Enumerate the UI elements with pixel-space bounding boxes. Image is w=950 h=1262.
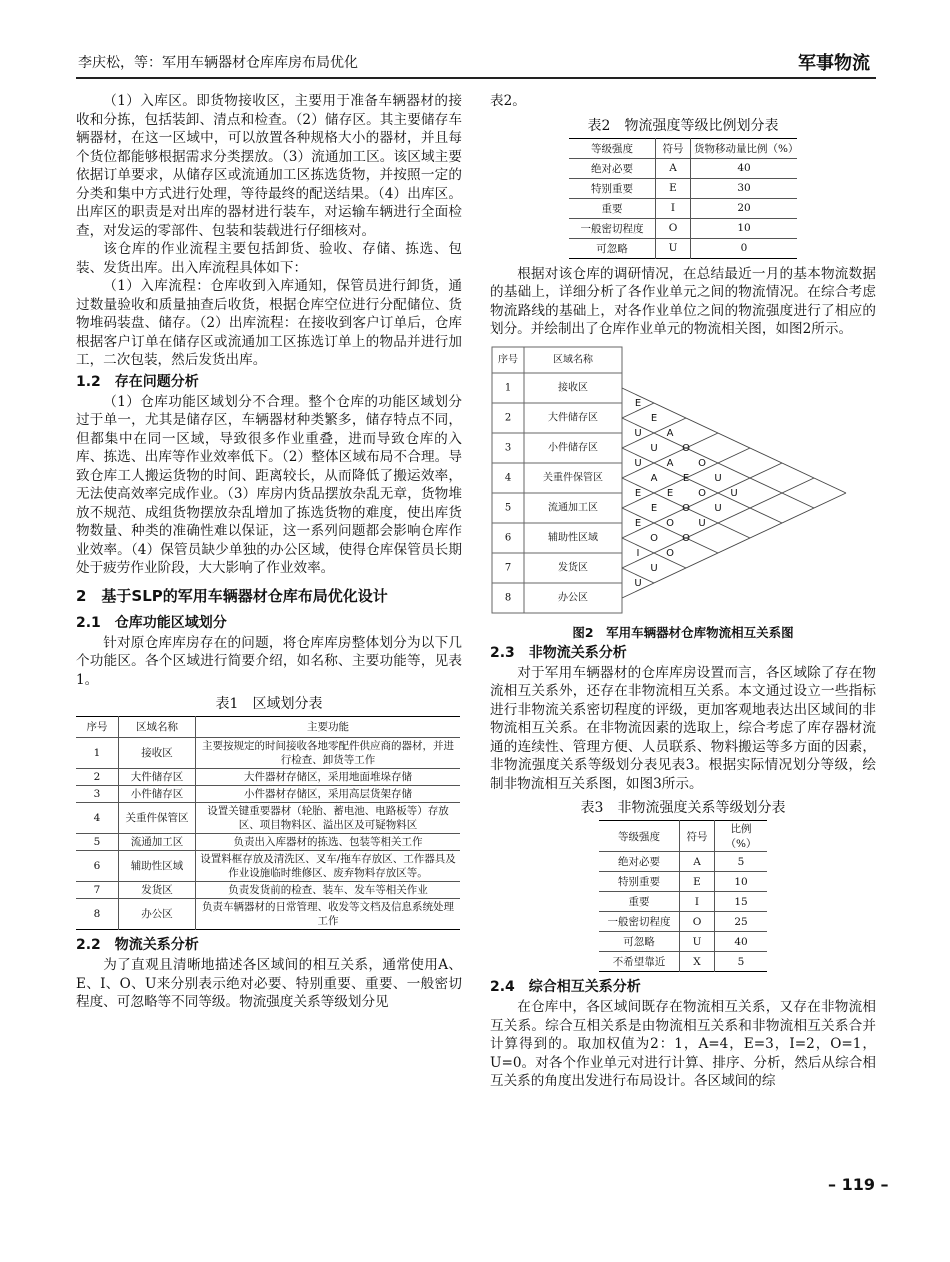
figure2-row-number: 6 [504,532,512,543]
figure2-relation-letter: E [650,412,658,424]
table2-cell: 40 [691,158,798,178]
table2-cell: O [656,218,691,238]
figure2-relation-letter: E [634,517,642,529]
figure2-row-label: 接收区 [558,382,588,393]
figure2-relation-letter: O [682,532,690,544]
table1-cell: 5 [76,834,119,851]
table1-cell: 3 [76,786,119,803]
figure2-relation-letter: U [714,472,722,484]
table3-cell: U [680,932,715,952]
figure2-relation-letter: O [698,487,706,499]
figure2-diagonal [622,433,718,478]
figure2-relation-letter: U [714,502,722,514]
table2-cell: E [656,178,691,198]
figure2-relation-letter: O [666,547,674,559]
table1-cell: 辅助性区域 [119,851,196,882]
table1-cell: 6 [76,851,119,882]
figure2-relation-letter: A [650,472,658,484]
figure2-relation-letter: A [666,427,674,439]
table2-cell: 重要 [569,198,656,218]
figure2-row-number: 2 [504,412,512,423]
section-heading-1-2: 1.2 存在问题分析 [76,373,199,390]
table1-cell: 关重件保管区 [119,803,196,834]
figure2-relationship-diagram [490,345,876,621]
paragraph: 针对原仓库库房存在的问题，将仓库库房整体划分为以下几个功能区。各个区域进行简要介绍，如名称、主要功能等，见表1。 [76,634,462,688]
table1-header: 区域名称 [119,717,196,738]
figure2-row-label: 小件储存区 [548,442,598,453]
table1-row [76,786,460,803]
paragraph: 该仓库的作业流程主要包括卸货、验收、存储、拣选、包装、发货出库。出入库流程具体如下： [76,241,462,276]
page-number: – 119 – [828,1175,889,1194]
table2-cell: 一般密切程度 [569,218,656,238]
table1-header: 主要功能 [307,721,349,733]
figure2-row-label: 办公区 [558,592,588,603]
figure2-row-number: 8 [504,592,512,603]
table1-cell: 主要按规定的时间接收各地零配件供应商的器材，并进行检查、卸货等工作 [196,738,461,769]
table2-row [569,158,797,178]
table1-row [76,803,460,834]
table3-cell: 一般密切程度 [599,912,680,932]
figure2-row-label: 辅助性区域 [548,532,598,543]
table3-body [599,852,767,972]
header-rule [76,77,876,79]
table1-row [76,851,460,882]
figure2-relation-letter: E [666,487,674,499]
table1-cell: 负责出入库器材的拣选、包装等相关工作 [196,834,461,851]
table3-cell: 重要 [599,892,680,912]
table1-row [76,834,460,851]
table2-cell: 0 [691,238,798,258]
table1-row [76,738,460,769]
figure2-relation-letter: O [698,457,706,469]
table1-cell: 7 [76,882,119,899]
table3-cell: E [680,872,715,892]
figure2-relation-letter: E [634,487,642,499]
figure2-relation-letter: I [636,547,640,559]
section-heading-2-2: 2.2 物流关系分析 [76,937,199,953]
table3-cell: 不希望靠近 [599,952,680,972]
figure2-row-number: 7 [504,562,512,573]
paragraph: 在仓库中，各区域间既存在物流相互关系，又存在非物流相互关系。综合互相关系是由物流相互关系和非物流相互关系合并计算得到的。取加权值为2：1，A=4，E=3，I=2，O=1，U=0。对各个作业单元对进行计算、排序、分析，然后从综合相互关系的角度出发进行布局设计。各区域间的综 [490,999,876,1089]
figure2-relation-letter: O [666,517,674,529]
paragraph: 根据对该仓库的调研情况，在总结最近一月的基本物流数据的基础上，详细分析了各作业单元之间的物流情况。在综合考虑物流路线的基础上，对各作业单位之间的物流强度进行了相应的划分。并绘制出了仓库作业单元的物流相关图，如图2所示。 [490,265,876,337]
figure2-relation-letter: U [730,487,738,499]
figure2-relation-letter: U [650,562,658,574]
table3-cell: A [680,852,715,872]
figure2-header: 序号 [498,354,518,365]
table3-cell: 可忽略 [599,932,680,952]
table3 [599,820,767,972]
table1-cell: 8 [76,899,119,930]
table1 [76,716,460,930]
table2-body [569,158,797,258]
figure2-relation-letter: U [634,577,642,589]
figure2-relation-letter: O [682,502,690,514]
table3-row [599,872,767,892]
table2-row [569,178,797,198]
section-heading-2-4: 2.4 综合相互关系分析 [490,979,641,995]
table1-row [76,899,460,930]
table2-cell: I [656,198,691,218]
figure2-relation-letter: U [698,517,706,529]
table2 [569,138,797,259]
table3-cell: 25 [715,912,768,932]
table3-header: 符号 [680,821,715,852]
table3-row [599,892,767,912]
table3-cell: 15 [715,892,768,912]
section-heading-2: 2 基于SLP的军用车辆器材仓库布局优化设计 [76,586,388,605]
figure2-relation-letter: E [682,472,690,484]
table1-row [76,882,460,899]
table3-row [599,852,767,872]
table3-row [599,952,767,972]
figure2-relation-letter: E [650,502,658,514]
table1-caption: 表1 区域划分表 [215,696,323,712]
table1-body [76,738,460,930]
table3-caption: 表3 非物流强度关系等级划分表 [580,800,786,816]
table1-cell: 办公区 [119,899,196,930]
left-column [76,92,462,1012]
right-column [490,92,876,1091]
table2-header: 等级强度 [569,138,656,158]
table1-cell: 1 [76,738,119,769]
table2-cell: 绝对必要 [569,158,656,178]
table2-row [569,238,797,258]
paragraph: 对于军用车辆器材的仓库库房设置而言，各区域除了存在物流相互关系外，还存在非物流相互关系。本文通过设立一些指标进行非物流关系密切程度的评级，更加客观地表达出区域间的非物流相互关系。在非物流因素的选取上，综合考虑了库存器材流通的连续性、管理方便、人员联系、物料搬运等多方面的因素，非物流强度关系等级划分表见表3。根据实际情况划分等级，绘制非物流相互关系图，如图3所示。 [490,664,876,792]
figure2-relation-letter: U [650,442,658,454]
section-heading-2-1: 2.1 仓库功能区域划分 [76,614,227,631]
paragraph: （1）入库流程：仓库收到入库通知，保管员进行卸货，通过数量验收和质量抽查后收货，根据仓库空位进行分配储位、货物堆码装盘、储存。（2）出库流程：在接收到客户订单后，仓库根据客户订单在储存区或流通加工区拣选订单上的物品并进行加工，二次包装，然后发货出库。 [76,278,462,368]
figure2-relation-letter: O [682,442,690,454]
table2-row [569,198,797,218]
figure2-row-label: 流通加工区 [548,502,598,513]
figure2-relation-letter: O [650,532,658,544]
paragraph: （1）仓库功能区域划分不合理。整个仓库的功能区域划分过于单一，尤其是储存区，车辆器材种类繁多，储存特点不同，但都集中在同一区域，导致很多作业重叠，进而导致仓库的入库、拣选、出库等作业效率低下。（2）整体区域布局不合理。导致仓库工人搬运货物的时间、距离较长，从而降低了搬运效率，无法使高效率完成作业。（3）库房内货品摆放杂乱无章，货物堆放不规范、成组货物摆放杂乱增加了拣选货物的难度，使出库货物数量、种类的准确性难以保证，这一系列问题都会影响仓库作业效率。（4）保管员缺少单独的办公区域，使得仓库保管员长期处于疲劳作业阶段，大大影响了作业效率。 [76,393,462,576]
figure2-row-number: 5 [504,502,512,513]
paragraph: （1）入库区。即货物接收区，主要用于准备车辆器材的接收和分拣，包括装卸、清点和检查。（2）储存区。其主要储存车辆器材，在这一区域中，可以放置各种规格大小的器材，并且每个货位都能够根据需求分类摆放。（3）流通加工区。该区域主要依据订单要求，从储存区或流通加工区拣选货物，并按照一定的分类和集中方式进行处理，等待最终的配送结果。（4）出库区。出库区的职责是对出库的器材进行装车，对运输车辆进行全面检查，对发运的零部件、包装和装载进行仔细核对。 [76,93,462,239]
table3-cell: 5 [715,852,768,872]
figure2-caption: 图2 军用车辆器材仓库物流相互关系图 [572,624,794,640]
table3-cell: O [680,912,715,932]
table2-cell: 30 [691,178,798,198]
table1-row [76,769,460,786]
table2-cell: 可忽略 [569,238,656,258]
table1-cell: 大件储存区 [119,769,196,786]
paragraph: 为了直观且清晰地描述各区域间的相互关系，通常使用A、E、I、O、U来分别表示绝对必要、特别重要、重要、一般密切程度、可忽略等不同等级。物流强度关系等级划分见 [76,957,462,1010]
table1-cell: 接收区 [119,738,196,769]
table1-cell: 设置料框存放及清洗区、叉车/拖车存放区、工作器具及作业设施临时维修区、废弃物料存放区等。 [196,851,461,882]
figure2-row-label: 大件储存区 [548,412,598,423]
figure2-grid [492,347,622,613]
figure2-row-label: 关重件保管区 [543,472,603,483]
table2-cell: A [656,158,691,178]
figure2-row-number: 4 [504,472,512,483]
table2-row [569,218,797,238]
paragraph: 表2。 [490,93,526,109]
table3-header: 等级强度 [599,821,680,852]
table3-row [599,932,767,952]
table1-cell: 大件器材存储区，采用地面堆垛存储 [196,769,461,786]
table3-cell: I [680,892,715,912]
table2-cell: 特别重要 [569,178,656,198]
table2-cell: U [656,238,691,258]
table3-cell: 40 [715,932,768,952]
figure2-letters [634,398,737,589]
table1-header: 序号 [76,717,119,738]
figure2-diagonal [622,508,718,553]
table1-cell: 负责发货前的检查、装车、发车等相关作业 [196,882,461,899]
table3-cell: 5 [715,952,768,972]
figure2-relation-letter: A [666,457,674,469]
table3-cell: X [680,952,715,972]
table1-cell: 发货区 [119,882,196,899]
table2-cell: 20 [691,198,798,218]
table1-cell: 4 [76,803,119,834]
table3-cell: 绝对必要 [599,852,680,872]
table3-cell: 特别重要 [599,872,680,892]
table2-caption: 表2 物流强度等级比例划分表 [587,117,779,134]
table1-cell: 设置关键重要器材（轮胎、蓄电池、电路板等）存放区、项目物料区、溢出区及可疑物料区 [196,803,461,834]
figure2-header: 区域名称 [553,354,593,365]
table2-header: 符号 [656,138,691,158]
figure2-relation-letter: U [634,427,642,439]
table3-cell: 10 [715,872,768,892]
table1-cell: 流通加工区 [119,834,196,851]
figure2-row-label: 发货区 [558,562,588,573]
figure2-row-number: 1 [504,382,512,393]
table3-row [599,912,767,932]
table1-cell: 小件器材存储区，采用高层货架存储 [196,786,461,803]
running-header-title: 李庆松，等：军用车辆器材仓库库房布局优化 [78,55,358,71]
journal-name: 军事物流 [798,53,870,74]
figure2-row-number: 3 [504,442,512,453]
figure2-relation-letter: E [634,397,642,409]
figure2-relation-letter: U [634,457,642,469]
section-heading-2-3: 2.3 非物流关系分析 [490,644,627,661]
table1-cell: 负责车辆器材的日常管理、收发等文档及信息系统处理工作 [196,899,461,930]
table2-header: 货物移动量比例（%） [694,142,799,155]
table2-cell: 10 [691,218,798,238]
table1-cell: 小件储存区 [119,786,196,803]
table3-header: 比例（%） [725,823,757,850]
table1-cell: 2 [76,769,119,786]
